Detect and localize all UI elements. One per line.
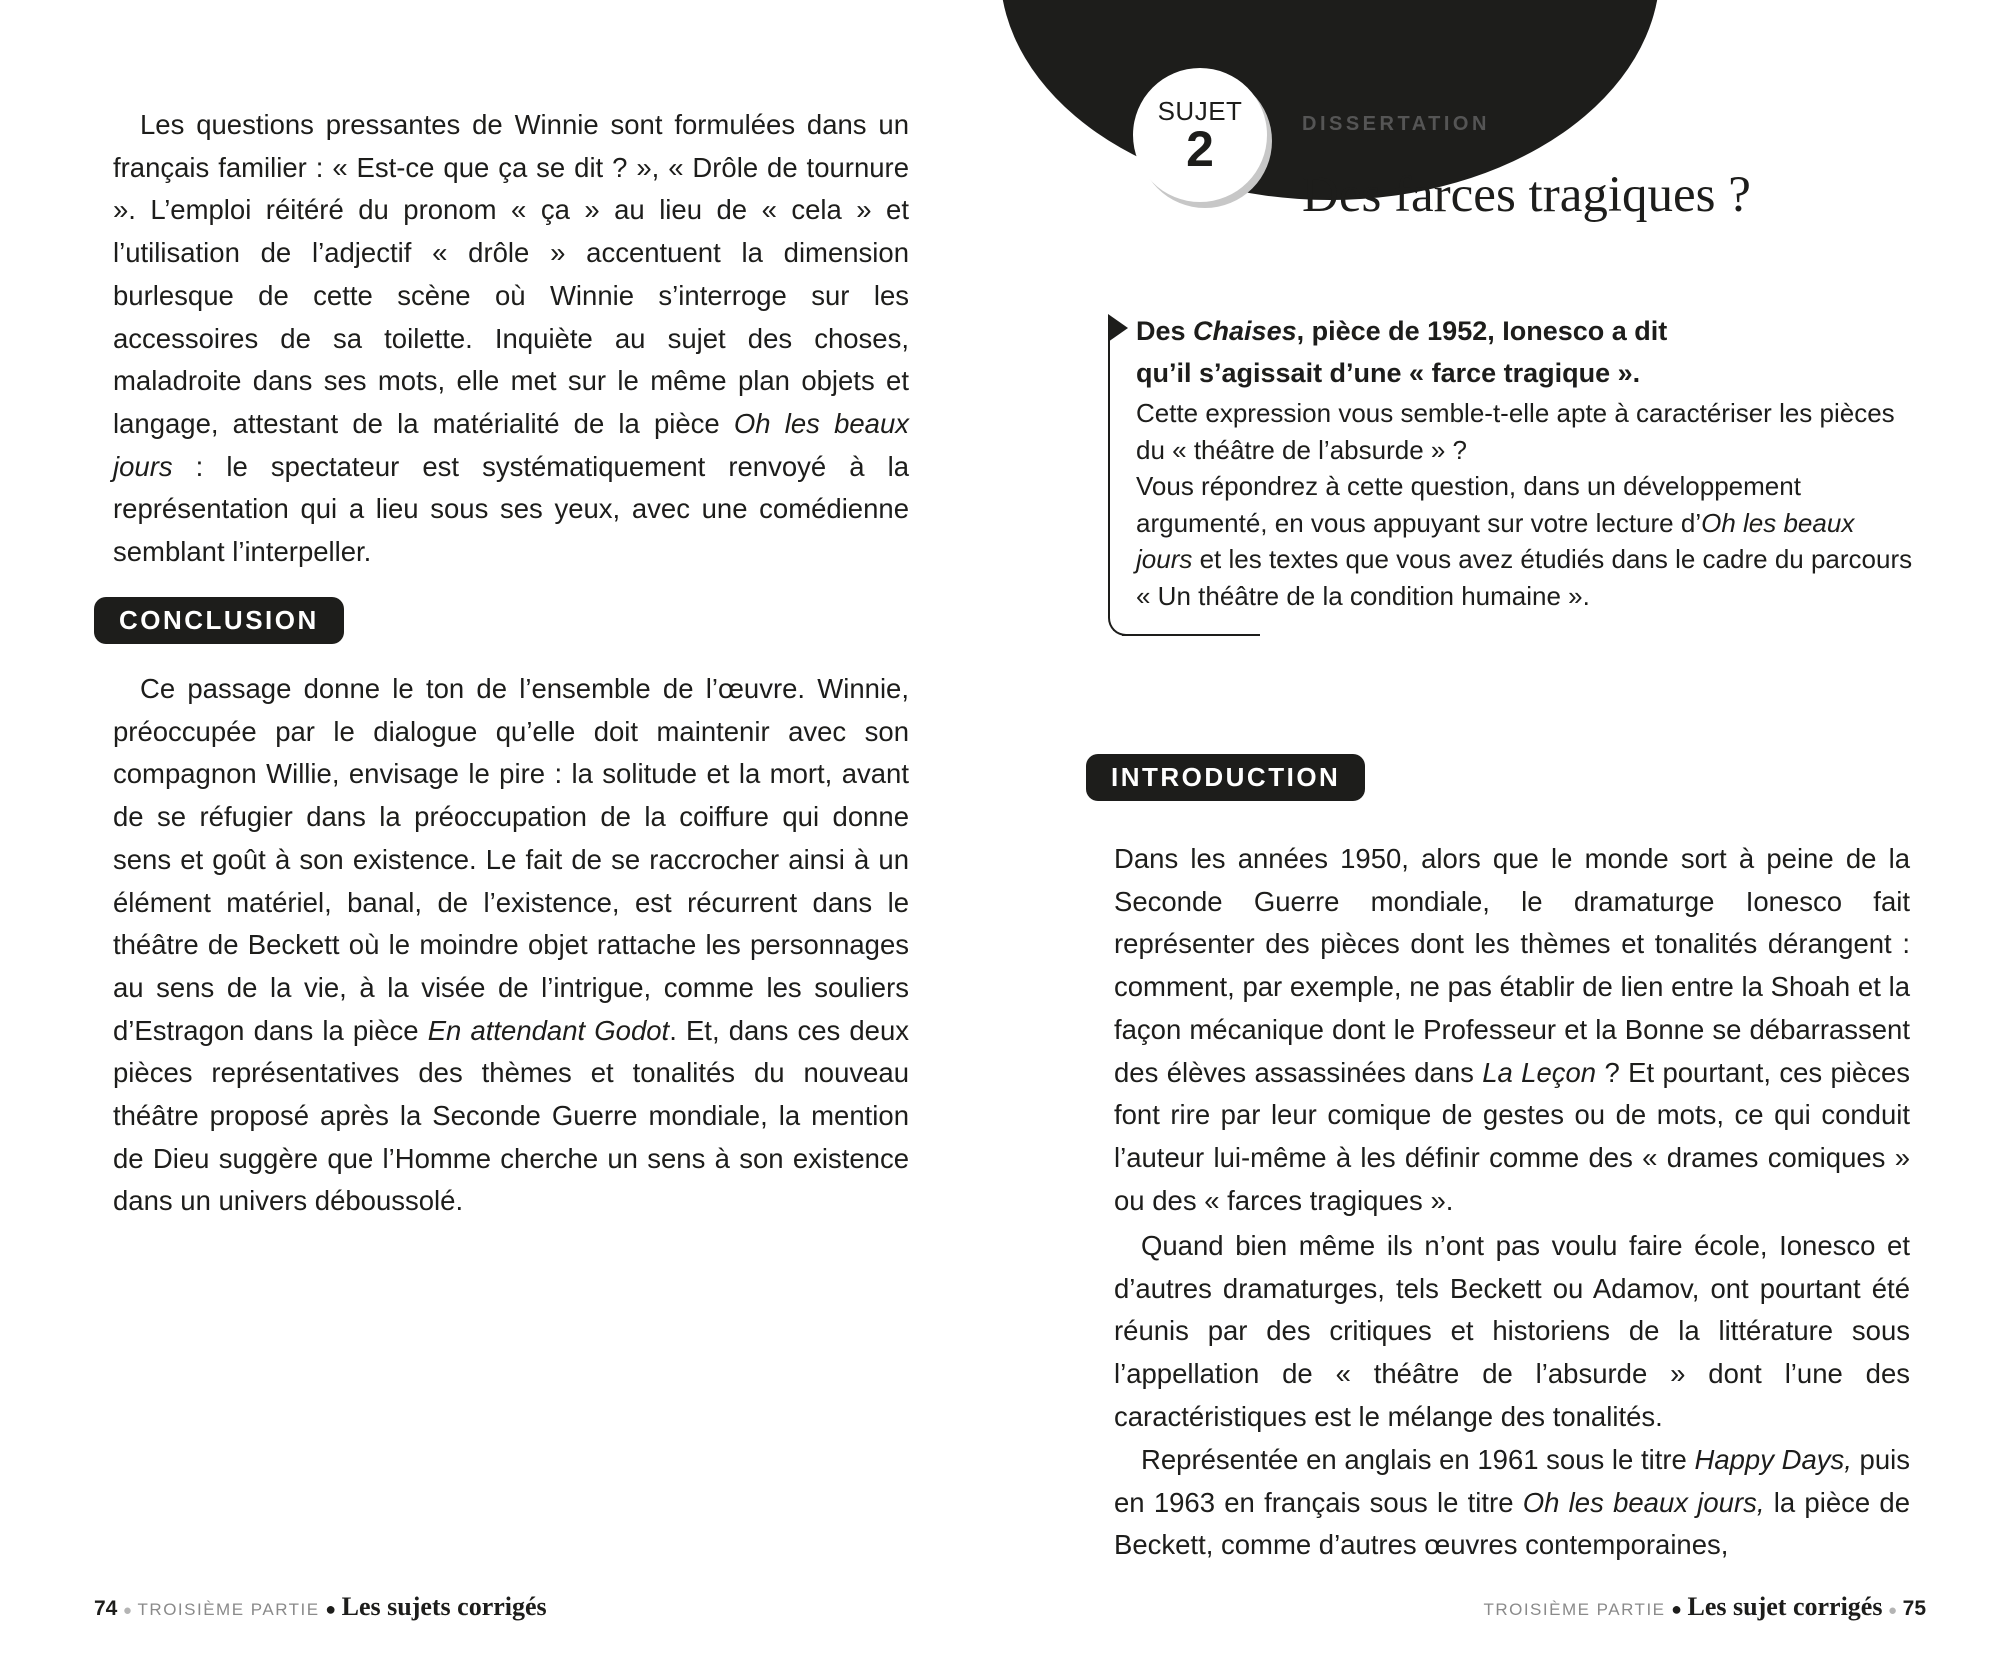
- footer-section: Les sujets corrigés: [341, 1592, 547, 1621]
- badge-label: SUJET: [1157, 96, 1243, 126]
- footer-part: TROISIÈME PARTIE: [1483, 1600, 1666, 1619]
- right-page: [1000, 0, 2000, 1666]
- footer: [1483, 1590, 1926, 1628]
- page-number: 74: [94, 1597, 118, 1620]
- conclusion-heading: CONCLUSION: [94, 597, 344, 644]
- footer: [94, 1590, 547, 1628]
- work-title: Chaises: [1193, 316, 1297, 346]
- page-number: 75: [1902, 1597, 1926, 1620]
- box-rule-horizontal: [1122, 634, 1260, 636]
- badge-number: 2: [1186, 121, 1214, 177]
- work-title: Happy Days,: [1694, 1444, 1852, 1475]
- category-label: DISSERTATION: [1302, 113, 1490, 135]
- footer-part: TROISIÈME PARTIE: [137, 1600, 320, 1619]
- question-instructions: Cette expression vous semble-t-elle apte à caractériser les pièces du « théâtre de l’absurde » ? Vous répondrez à cette question, dans un développement argumenté, en vous appuyant sur votre lecture d’Oh les beaux jours et les textes que vous avez étudiés dans le cadre du parcours « Un théâtre de la condition humaine ».: [1136, 398, 1913, 611]
- bullet-dot: ●: [1671, 1599, 1682, 1619]
- conclusion-paragraph: Ce passage donne le ton de l’ensemble de l’œuvre. Winnie, préoccupée par le dialogue qu’elle doit maintenir avec son compagnon Willie, envisage le pire : la solitude et la mort, avant de se réfugier dans la préoccupation de la coiffure qui donne sens et goût à son existence. Le fait de se raccrocher ainsi à un élément matériel, banal, de l’existence, est récurrent dans le théâtre de Beckett où le moindre objet rattache les personnages au sens de la vie, à la visée de l’intrigue, comme les souliers d’Estragon dans la pièce En attendant Godot. Et, dans ces deux pièces représentatives des thèmes et tonalités du nouveau théâtre proposé après la Seconde Guerre mondiale, la mention de Dieu suggère que l’Homme cherche un sens à son existence dans un univers déboussolé.: [113, 673, 909, 1217]
- work-title: La Leçon: [1482, 1056, 1597, 1088]
- subject-badge: [1133, 68, 1267, 202]
- question-line-2: qu’il s’agissait d’une « farce tragique ».: [1136, 358, 1641, 388]
- work-title: Oh les beaux jours,: [1522, 1486, 1765, 1518]
- separator-dot: ●: [1888, 1602, 1898, 1619]
- body-paragraph: Les questions pressantes de Winnie sont formulées dans un français familier : « Est-ce que ça se dit ? », « Drôle de tournure ». L’emploi réitéré du pronom « ça » au lieu de « cela » et l’utilisation de l’adjectif « drôle » accentuent la dimension burlesque de cette scène où Winnie s’interroge sur les accessoires de sa toilette. Inquiète au sujet des choses, maladroite dans ses mots, elle met sur le même plan objets et langage, attestant de la matérialité de la pièce Oh les beaux jours : le spectateur est systématiquement renvoyé à la représentation qui a lieu sous ses yeux, avec une comédienne semblant l’interpeller.: [113, 109, 909, 568]
- work-title: Oh les beaux jours: [1136, 507, 1855, 574]
- box-rule-vertical: [1108, 316, 1110, 616]
- separator-dot: ●: [122, 1602, 132, 1619]
- triangle-marker-icon: [1108, 314, 1128, 342]
- work-title: En attendant Godot: [427, 1014, 670, 1046]
- bullet-dot: ●: [325, 1599, 337, 1619]
- box-rule-corner: [1108, 606, 1128, 636]
- footer-section: Les sujet corrigés: [1687, 1592, 1883, 1621]
- work-title: Oh les beaux jours: [113, 407, 909, 482]
- introduction-heading: INTRODUCTION: [1086, 754, 1365, 801]
- question-box: [1108, 310, 1913, 635]
- intro-paragraph-2: Quand bien même ils n’ont pas voulu faire école, Ionesco et d’autres dramaturges, tels Beckett ou Adamov, ont pourtant été réunis par des critiques et historiens de la littérature sous l’appellation de « théâtre de l’absurde » dont l’une des caractéristiques est le mélange des tonalités.: [1114, 1230, 1910, 1432]
- intro-paragraph-3: Représentée en anglais en 1961 sous le titre Happy Days, puis en 1963 en français sous le titre Oh les beaux jours, la pièce de Beckett, comme d’autres œuvres contemporaines,: [1114, 1444, 1911, 1561]
- question-line-1: Des Chaises, pièce de 1952, Ionesco a dit: [1136, 316, 1668, 346]
- intro-paragraph-1: Dans les années 1950, alors que le monde sort à peine de la Seconde Guerre mondiale, le dramaturge Ionesco fait représenter des pièces dont les thèmes et tonalités dérangent : comment, par exemple, ne pas établir de lien entre la Shoah et la façon mécanique dont le Professeur et la Bonne se débarrassent des élèves assassinées dans La Leçon ? Et pourtant, ces pièces font rire par leur comique de gestes ou de mots, ce qui conduit l’auteur lui-même à les définir comme des « drames comiques » ou des « farces tragiques ».: [1114, 843, 1910, 1216]
- page-title: Des farces tragiques ?: [1302, 167, 1751, 223]
